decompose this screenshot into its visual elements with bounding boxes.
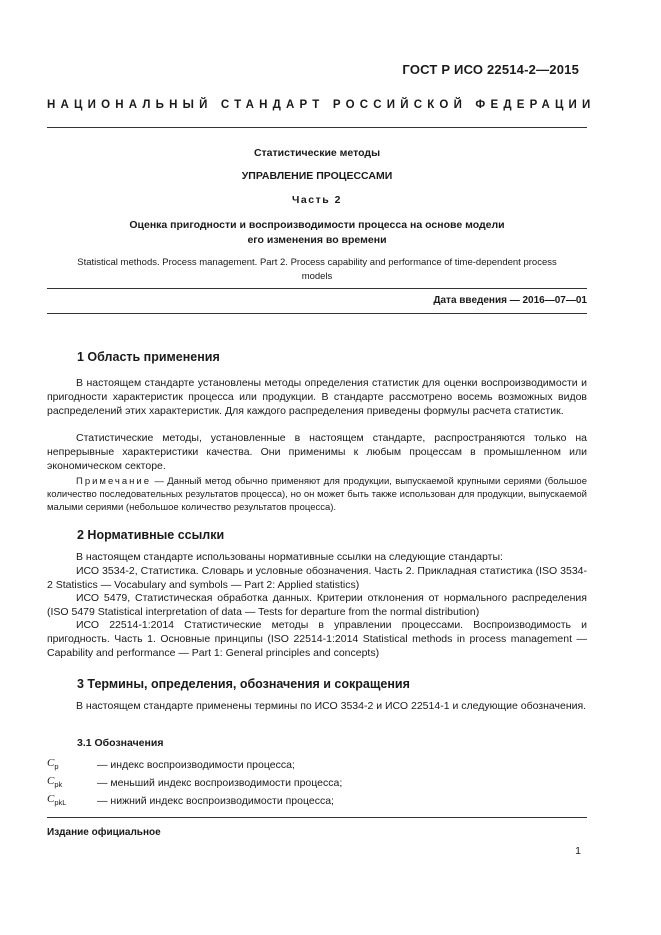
section-3-1-heading: 3.1 Обозначения [77, 737, 164, 749]
reference-2-text: ИСО 5479, Статистическая обработка данных. Критерии отклонения от нормального распределения (ISO 5479 Statistical interpretation of data — Tests for departure from the normal distribution) [47, 592, 587, 618]
note-text: — Данный метод обычно применяют для продукции, выпускаемой крупными сериями (большое количество последовательных результатов процесса), но он может быть также использован для продукции, выпускаемой малыми сериями (небольшое количество результатов процесса). [47, 476, 587, 513]
symbol-cp-definition: — индекс воспроизводимости процесса; [97, 759, 295, 771]
section-2-intro-text: В настоящем стандарте использованы нормативные ссылки на следующие стандарты: [76, 551, 503, 563]
note-label: Примечание [76, 476, 151, 487]
symbol-cpkl-base: C [47, 793, 55, 805]
footer-divider [47, 817, 587, 818]
section-3-heading: 3 Термины, определения, обозначения и сокращения [77, 677, 410, 691]
english-title [47, 256, 587, 284]
symbol-cpk [47, 775, 62, 789]
section-2-intro [47, 551, 587, 565]
document-title-line-2: его изменения во времени [247, 234, 387, 246]
symbol-cpk-base: C [47, 775, 55, 787]
symbol-cp-subscript: p [54, 762, 59, 772]
section-3-intro [47, 700, 587, 714]
official-edition-label: Издание официальное [47, 827, 161, 838]
symbol-cp-base: C [47, 757, 55, 769]
section-2-reference-3 [47, 619, 587, 660]
reference-3-text: ИСО 22514-1:2014 Статистические методы в управлении процессами. Воспроизводимость и пригодность. Часть 1. Основные принципы (ISO 22514-1:2014 Statistical methods in process management — Capability and performance — Part 1: General principles and concepts) [47, 619, 587, 659]
document-title-line-1: Оценка пригодности и воспроизводимости процесса на основе модели [129, 219, 505, 231]
introduction-date: Дата введения — 2016—07—01 [433, 295, 587, 306]
section-1-paragraph-1-text: В настоящем стандарте установлены методы определения статистик для оценки воспроизводимости и пригодности характеристик процесса или продукции. В стандарте рассмотрено восемь возможных видов распределений этих характеристик. Для каждого распределения приведены формулы расчета статистик. [47, 377, 587, 417]
section-1-note [47, 475, 587, 514]
page-number: 1 [575, 845, 581, 857]
header-divider [47, 127, 587, 128]
section-1-paragraph-1 [47, 377, 587, 418]
title-divider [47, 288, 587, 289]
section-1-paragraph-2-text: Статистические методы, установленные в настоящем стандарте, распространяются только на непрерывные характеристики качества. Они применимы к любым процессам в промышленном или экономическом секторе. [47, 432, 587, 472]
symbol-cpkl-definition: — нижний индекс воспроизводимости процесса; [97, 795, 334, 807]
section-2-reference-2 [47, 592, 587, 620]
symbol-cp [47, 757, 59, 771]
english-title-line-2: models [301, 271, 333, 282]
reference-1-text: ИСО 3534-2, Статистика. Словарь и условные обозначения. Часть 2. Прикладная статистика (ISO 3534-2 Statistics — Vocabulary and symbols — Part 2: Applied statistics) [47, 565, 587, 591]
section-1-heading: 1 Область применения [77, 350, 220, 364]
symbol-cpk-subscript: pk [54, 780, 63, 790]
section-3-intro-text: В настоящем стандарте применены термины по ИСО 3534-2 и ИСО 22514-1 и следующие обозначения. [76, 700, 587, 712]
document-title [47, 218, 587, 248]
section-2-heading: 2 Нормативные ссылки [77, 528, 225, 542]
national-standard-banner: НАЦИОНАЛЬНЫЙ СТАНДАРТ РОССИЙСКОЙ ФЕДЕРАЦИИ [47, 99, 596, 111]
symbol-cpkl-subscript: pkL [54, 798, 67, 808]
standard-code: ГОСТ Р ИСО 22514-2—2015 [402, 62, 579, 77]
title-part: Часть 2 [292, 194, 342, 206]
section-1-note-body [47, 475, 587, 514]
title-process-management: УПРАВЛЕНИЕ ПРОЦЕССАМИ [241, 170, 393, 182]
date-divider [47, 313, 587, 314]
section-1-paragraph-2 [47, 432, 587, 473]
english-title-line-1: Statistical methods. Process management. Part 2. Process capability and performance of time-dependent process [77, 257, 557, 268]
symbol-cpk-definition: — меньший индекс воспроизводимости процесса; [97, 777, 343, 789]
title-statistical-methods: Статистические методы [253, 147, 381, 159]
symbol-cpkl [47, 793, 66, 807]
section-2-reference-1 [47, 565, 587, 593]
